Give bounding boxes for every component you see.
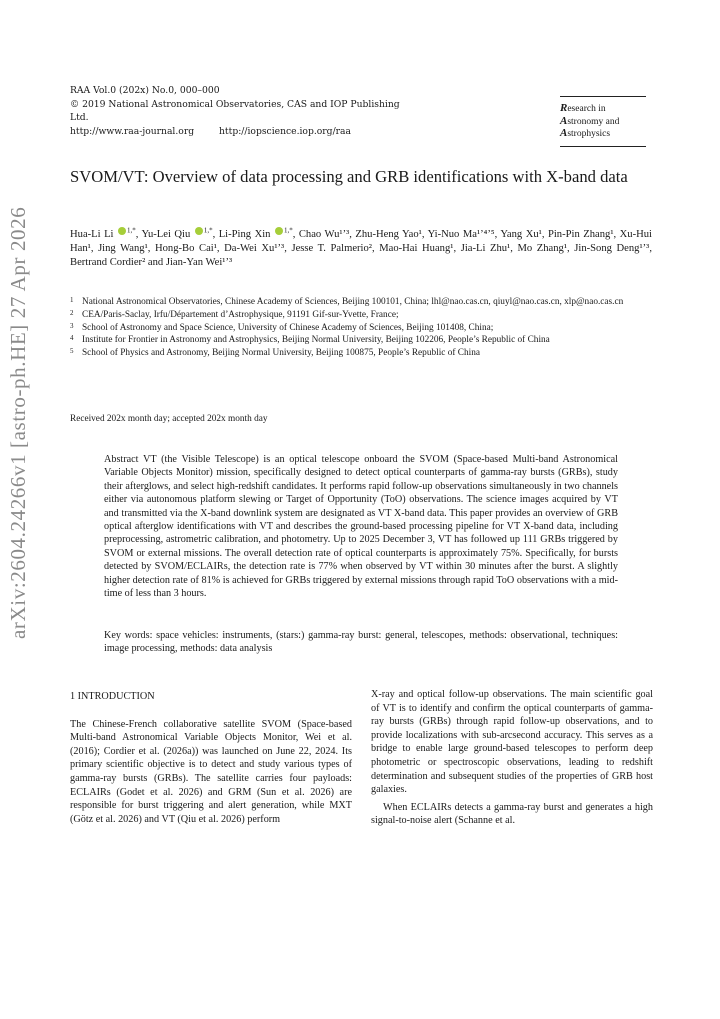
author-list xyxy=(70,227,652,271)
affiliation-number: 3 xyxy=(70,321,74,330)
journal-volume: RAA Vol.0 (202x) No.0, 000–000 xyxy=(70,85,220,96)
journal-word-3: strophysics xyxy=(567,129,611,139)
journal-initial-a1: A xyxy=(560,114,568,127)
journal-word-2: stronomy and xyxy=(567,116,620,127)
affiliation-item xyxy=(70,334,655,347)
affiliation-number: 2 xyxy=(70,308,74,317)
journal-initial-a2: A xyxy=(560,127,568,139)
journal-urls xyxy=(70,125,450,139)
abstract: Abstract VT (the Visible Telescope) is an optical telescope onboard the SVOM (Space-based Multi-band Astronomical Variable Objects Monitor) mission, specifically designed to detect optical counterparts of gamma-ray bursts (GRBs), study their afterglows, and select high-redshift candidates. It performs rapid follow-up observations simultaneously in two channels either via autonomous platform slewing or Target of Opportunity (ToO) observations. The science images acquired by VT and transmitted via the X-band downlink system are designated as VT X-band data. This paper provides an overview of GRB optical afterglow identifications with VT and describes the ground-based processing pipeline for VT X-band data, including preprocessing, astrometric calibration, and photometry. Up to 2025 December 3, VT has followed up 111 GRBs triggered by SVOM or external missions. The overall detection rate of optical counterparts is approximately 75%. Specifically, for bursts detected by SVOM/ECLAIRs, the detection rate is 77% when observed by VT within 30 minutes after the burst. A slightly higher detection rate of 81% is achieved for GRBs triggered by external missions through rapid ToO observations with a mid-time of less than 3 hours. xyxy=(104,454,618,600)
copyright-line: © 2019 National Astronomical Observatories, CAS and IOP Publishing xyxy=(70,98,400,110)
affiliation-text: Institute for Frontier in Astronomy and Astrophysics, Beijing Normal University, Beijing 102206, People’s Republic of China xyxy=(82,335,550,346)
affiliation-item xyxy=(70,309,655,322)
right-column xyxy=(371,688,653,828)
journal-url-2[interactable]: http://iopscience.iop.org/raa xyxy=(219,125,352,137)
affiliation-number: 1 xyxy=(70,296,74,304)
author-2-affil: 1,* xyxy=(203,226,213,235)
orcid-icon[interactable] xyxy=(195,227,203,235)
journal-url-1[interactable]: http://www.raa-journal.org xyxy=(70,125,195,137)
affiliation-item xyxy=(70,347,655,360)
author-3: , Li-Ping Xin xyxy=(212,229,271,240)
affiliation-number: 4 xyxy=(70,334,74,343)
copyright-line-cont: Ltd. xyxy=(70,112,89,123)
affiliation-number: 5 xyxy=(70,347,74,356)
author-1-affil: 1,* xyxy=(127,226,136,235)
received-date: Received 202x month day; accepted 202x month day xyxy=(70,414,268,424)
affiliation-text: CEA/Paris-Saclay, Irfu/Département d’Astrophysique, 91191 Gif-sur-Yvette, France; xyxy=(82,309,399,320)
journal-word-1: esearch in xyxy=(567,104,606,114)
paper-title: SVOM/VT: Overview of data processing and GRB identifications with X-band data xyxy=(70,167,628,186)
affiliation-list xyxy=(70,296,655,360)
orcid-icon[interactable] xyxy=(118,227,126,235)
section-heading: 1 INTRODUCTION xyxy=(70,691,155,702)
affiliation-item xyxy=(70,296,655,309)
affiliation-text: School of Physics and Astronomy, Beijing Normal University, Beijing 100875, People’s Republic of China xyxy=(82,348,481,359)
intro-paragraph-1: The Chinese-French collaborative satellite SVOM (Space-based Multi-band Astronomical Variable Objects Monitor, Wei et al. (2016); Cordier et al. (2026a)) was launched on June 22, 2024. Its primary scientific objective is to detect and study various types of gamma-ray bursts (GRBs). The satellite carries four payloads: ECLAIRs (Godet et al. 2026) and GRM (Sun et al. 2026) are responsible for burst triggering and alert generation, while MXT (Götz et al. 2026) and VT (Qiu et al. 2026) perform xyxy=(70,718,352,825)
intro-paragraph-2: X-ray and optical follow-up observations. The main scientific goal of VT is to identify and confirm the optical counterparts of gamma-ray bursts (GRBs) through rapid follow-up observations, and to provide localizations with sub-arcsecond accuracy. This serves as a bridge to enable large ground-based telescopes to perform deep photometric or spectroscopic observations, leading to redshift determination and subsequent studies of the properties of GRB host galaxies. xyxy=(371,689,653,796)
author-2: , Yu-Lei Qiu xyxy=(135,229,191,240)
author-1: Hua-Li Li xyxy=(70,229,114,240)
journal-header xyxy=(70,84,450,138)
journal-logo-box xyxy=(560,96,646,147)
affiliation-item xyxy=(70,322,655,335)
keywords: Key words: space vehicles: instruments, (stars:) gamma-ray burst: general, telescopes, methods: observational, techniques: image processing, methods: data analysis xyxy=(104,630,618,655)
orcid-icon[interactable] xyxy=(275,227,283,235)
intro-paragraph-3: When ECLAIRs detects a gamma-ray burst and generates a high signal-to-noise alert (Schanne et al. xyxy=(371,801,653,827)
authors-rest: , Chao Wu¹ʼ³, Zhu-Heng Yao¹, Yi-Nuo Ma¹ʼ⁴ʼ⁵, Yang Xu¹, Pin-Pin Zhang¹, Xu-Hui Han¹, Jing Wang¹, Hong-Bo Cai¹, Da-Wei Xu¹ʼ³, Jesse T. Palmerio², Mao-Hai Huang¹, Jia-Li Zhu¹, Mo Zhang¹, Jin-Song Deng¹ʼ³, Bertrand Cordier² and Jian-Yan Wei¹ʼ³ xyxy=(70,229,653,269)
journal-initial-r: R xyxy=(560,102,568,114)
author-3-affil: 1,* xyxy=(283,226,293,235)
arxiv-id: arXiv:2604.24266v1 [astro-ph.HE] 27 Apr 2026 xyxy=(6,206,30,639)
left-column xyxy=(70,690,352,826)
affiliation-text: National Astronomical Observatories, Chinese Academy of Sciences, Beijing 100101, China; lhl@nao.cas.cn, qiuyl@nao.cas.cn, xlp@nao.cas.cn xyxy=(82,297,624,307)
affiliation-text: School of Astronomy and Space Science, University of Chinese Academy of Sciences, Beijing 101408, China; xyxy=(82,322,494,333)
